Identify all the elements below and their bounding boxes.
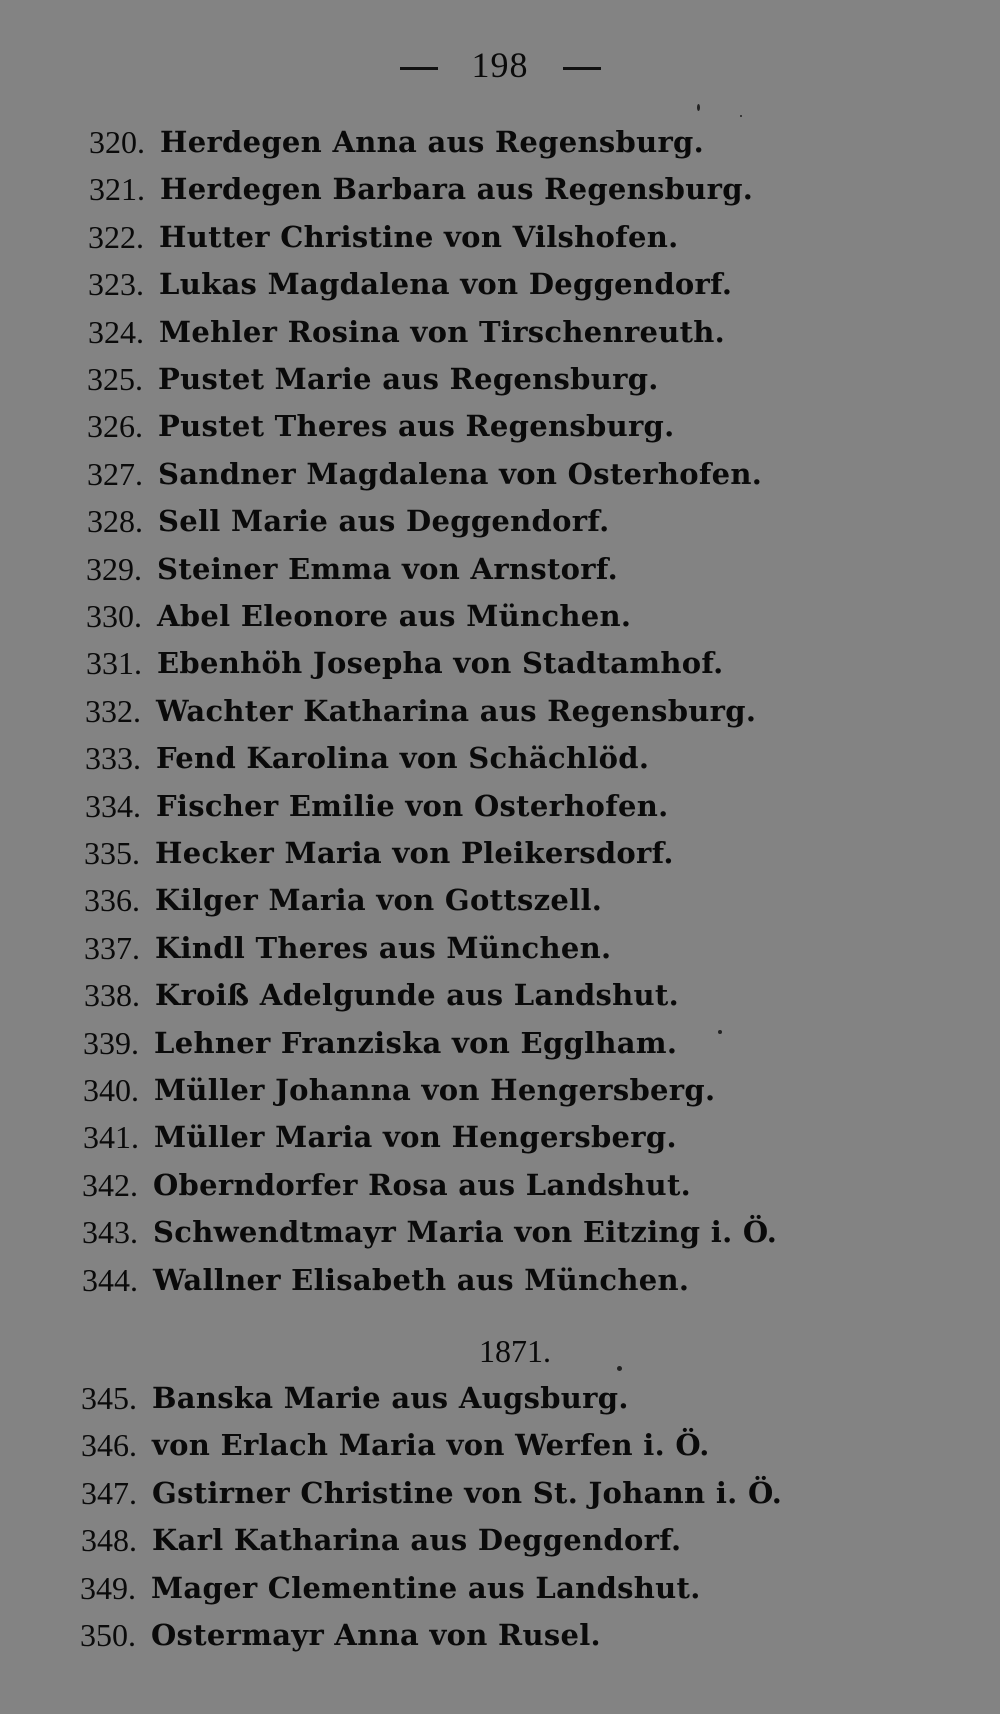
entry-number: 349. xyxy=(80,1569,136,1606)
entry-number: 346. xyxy=(81,1427,137,1464)
entry-text: Herdegen Barbara aus Regensburg. xyxy=(160,172,754,207)
entry-number: 341. xyxy=(83,1119,139,1156)
right-dash xyxy=(563,67,601,70)
entry-text: Pustet Marie aus Regensburg. xyxy=(158,362,659,396)
entry-text: Karl Katharina aus Deggendorf. xyxy=(152,1523,682,1558)
entry-text: Müller Maria von Hengersberg. xyxy=(154,1120,677,1155)
entry-number: 340. xyxy=(83,1072,139,1108)
list-item xyxy=(0,1067,894,1113)
list-item xyxy=(0,498,898,544)
entry-text: Lukas Magdalena von Deggendorf. xyxy=(159,267,733,302)
entry-number: 339. xyxy=(83,1024,139,1061)
entry-number: 337. xyxy=(84,929,140,966)
entry-number: 323. xyxy=(88,266,144,303)
entry-text: Fischer Emilie von Osterhofen. xyxy=(156,788,669,823)
list-item xyxy=(0,1612,891,1658)
list-item xyxy=(0,1422,892,1468)
entry-text: Wachter Katharina aus Regensburg. xyxy=(156,693,757,728)
entry-text: von Erlach Maria von Werfen i. Ö. xyxy=(152,1428,710,1463)
entry-number: 324. xyxy=(88,313,144,350)
entry-number: 326. xyxy=(87,408,143,445)
entry-text: Schwendtmayr Maria von Eitzing i. Ö. xyxy=(153,1215,778,1250)
entry-number: 329. xyxy=(86,550,142,587)
entry-text: Ostermayr Anna von Rusel. xyxy=(151,1618,601,1652)
list-item xyxy=(0,783,896,829)
list-item xyxy=(0,1020,894,1066)
page-number: 198 xyxy=(471,45,529,85)
entry-text: Abel Eleonore aus München. xyxy=(157,599,632,633)
list-item xyxy=(0,546,897,592)
list-item xyxy=(0,119,900,165)
entry-text: Kroiß Adelgunde aus Landshut. xyxy=(155,978,680,1013)
entry-text: Kindl Theres aus München. xyxy=(155,930,612,965)
entry-number: 327. xyxy=(87,455,143,492)
entry-text: Oberndorfer Rosa aus Landshut. xyxy=(153,1167,692,1202)
entry-text: Müller Johanna von Hengersberg. xyxy=(154,1073,716,1107)
list-item xyxy=(0,925,895,971)
list-item xyxy=(0,1114,894,1160)
entry-number: 336. xyxy=(84,882,140,919)
entry-text: Gstirner Christine von St. Johann i. Ö. xyxy=(152,1475,783,1510)
entry-text: Pustet Theres aus Regensburg. xyxy=(158,409,675,444)
entry-text: Banska Marie aus Augsburg. xyxy=(152,1381,629,1415)
list-item xyxy=(0,1517,892,1563)
entry-text: Steiner Emma von Arnstorf. xyxy=(157,551,618,586)
entry-text: Wallner Elisabeth aus München. xyxy=(153,1262,690,1297)
list-item xyxy=(0,309,899,355)
list-item xyxy=(0,1375,892,1421)
entry-text: Ebenhöh Josepha von Stadtamhof. xyxy=(157,646,724,681)
entry-text: Sandner Magdalena von Osterhofen. xyxy=(158,456,763,491)
entry-number: 320. xyxy=(89,124,145,160)
list-item xyxy=(0,1565,891,1611)
entry-number: 332. xyxy=(85,692,141,729)
list-item xyxy=(0,972,895,1018)
page-header xyxy=(0,44,1000,86)
list-item xyxy=(0,593,897,639)
entry-number: 348. xyxy=(81,1522,137,1559)
list-item xyxy=(0,214,899,260)
entry-number: 331. xyxy=(86,645,142,682)
entry-number: 345. xyxy=(81,1380,137,1416)
entry-text: Herdegen Anna aus Regensburg. xyxy=(160,125,705,159)
entry-number: 343. xyxy=(82,1214,138,1251)
entry-text: Fend Karolina von Schächlöd. xyxy=(156,741,650,776)
list-item xyxy=(0,877,895,923)
entry-number: 334. xyxy=(85,787,141,824)
entry-number: 328. xyxy=(87,503,143,540)
list-item xyxy=(0,640,897,686)
list-item xyxy=(0,735,896,781)
list-item xyxy=(0,166,900,212)
entry-number: 321. xyxy=(89,171,145,208)
list-item xyxy=(0,261,899,307)
scan-speck xyxy=(617,1366,622,1371)
entry-text: Sell Marie aus Deggendorf. xyxy=(158,504,610,539)
entry-text: Hecker Maria von Pleikersdorf. xyxy=(155,836,674,870)
entry-text: Hutter Christine von Vilshofen. xyxy=(159,219,679,254)
entry-text: Kilger Maria von Gottszell. xyxy=(155,883,603,918)
year-heading: 1871. xyxy=(479,1333,551,1369)
list-item xyxy=(0,688,896,734)
list-item xyxy=(0,830,895,876)
list-item xyxy=(0,1162,893,1208)
list-item xyxy=(0,1209,893,1255)
entry-text: Mager Clementine aus Landshut. xyxy=(151,1570,701,1605)
entry-number: 344. xyxy=(82,1261,138,1298)
entry-number: 333. xyxy=(85,740,141,777)
entry-number: 350. xyxy=(80,1617,136,1653)
list-item xyxy=(0,403,898,449)
list-item xyxy=(0,1257,893,1303)
entry-text: Mehler Rosina von Tirschenreuth. xyxy=(159,314,726,349)
entry-number: 322. xyxy=(88,218,144,255)
entry-number: 325. xyxy=(87,361,143,397)
entry-number: 342. xyxy=(82,1166,138,1203)
list-item xyxy=(0,1470,892,1516)
scan-speck xyxy=(740,115,742,117)
entry-text: Lehner Franziska von Egglham. xyxy=(154,1025,678,1060)
list-item xyxy=(0,451,898,497)
left-dash xyxy=(400,67,438,70)
entry-number: 330. xyxy=(86,598,142,634)
entry-number: 347. xyxy=(81,1474,137,1511)
list-item xyxy=(0,356,898,402)
scan-speck xyxy=(718,1030,722,1034)
scan-speck xyxy=(697,104,700,111)
entry-number: 335. xyxy=(84,835,140,871)
entry-number: 338. xyxy=(84,977,140,1014)
